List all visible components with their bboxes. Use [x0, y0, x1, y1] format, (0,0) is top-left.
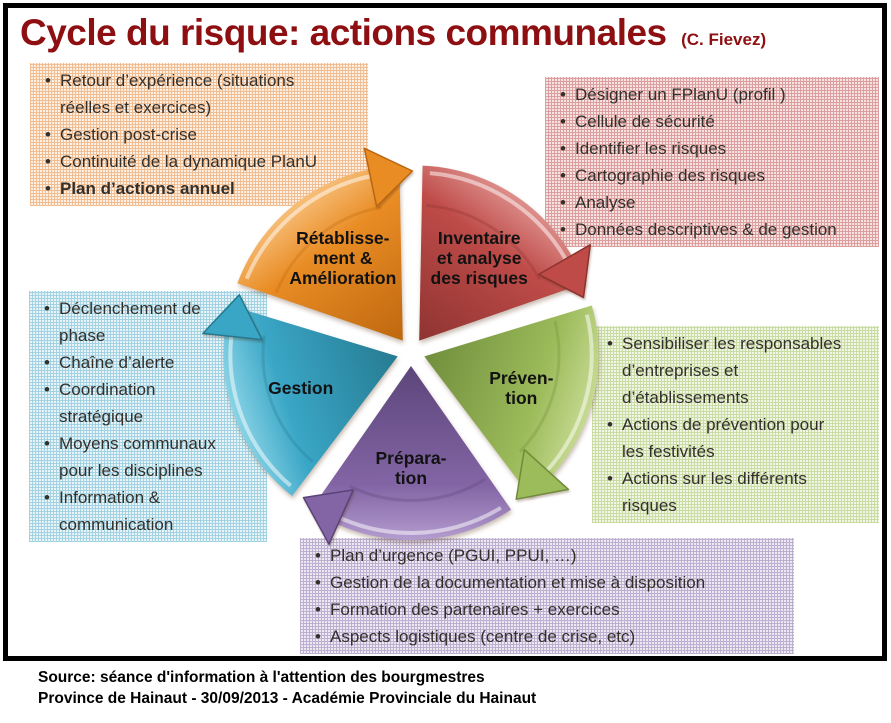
- source-line1: Source: séance d'information à l'attention des bourgmestres: [38, 669, 485, 686]
- bullet-glyph: •: [44, 299, 50, 318]
- bullet-glyph: •: [560, 85, 566, 104]
- bullet-glyph: •: [45, 71, 51, 90]
- bullet-glyph: •: [560, 166, 566, 185]
- bullet-glyph: •: [560, 139, 566, 158]
- bullet-text: Formation des partenaires + exercices: [330, 600, 620, 619]
- bullet-text: Continuité de la dynamique PlanU: [60, 152, 318, 171]
- bullet-text: Chaîne d’alerte: [59, 353, 175, 372]
- segment-label-preparation: Prépara-tion: [375, 448, 447, 488]
- bullet-glyph: •: [315, 627, 321, 646]
- bullet-text: Sensibiliser les responsables d’entreprises et d’établissements: [622, 334, 842, 407]
- bullet-text: Coordination stratégique: [59, 380, 156, 426]
- bullet-text: Analyse: [575, 193, 636, 212]
- bullet-text: Gestion de la documentation et mise à disposition: [330, 573, 706, 592]
- bullet-text: Gestion post-crise: [60, 125, 197, 144]
- source-line2: Province de Hainaut - 30/09/2013 - Académie Provinciale du Hainaut: [38, 690, 537, 707]
- source-caption: [38, 667, 536, 709]
- segment-label-gestion: Gestion: [268, 377, 334, 398]
- segment-label-prevention: Préven-tion: [489, 367, 554, 408]
- bullet-text: Actions de prévention pour les festivités: [622, 415, 825, 461]
- bullet-text: Moyens communaux pour les disciplines: [59, 434, 216, 480]
- bullet-glyph: •: [44, 353, 50, 372]
- bullet-text: Aspects logistiques (centre de crise, etc): [330, 627, 636, 646]
- bullet-glyph: •: [560, 193, 566, 212]
- bullet-text: Information & communication: [59, 488, 174, 534]
- bullet-text: Plan d’actions annuel: [60, 179, 235, 198]
- bullet-glyph: •: [315, 546, 321, 565]
- bullet-glyph: •: [44, 488, 50, 507]
- bullet-text: Données descriptives & de gestion: [575, 220, 837, 239]
- bullet-text: Identifier les risques: [575, 139, 727, 158]
- bullet-glyph: •: [560, 112, 566, 131]
- cycle-segment-inventaire: [419, 166, 584, 341]
- bullet-glyph: •: [44, 380, 50, 399]
- bullet-glyph: •: [560, 220, 566, 239]
- bullet-glyph: •: [607, 334, 613, 353]
- bullet-glyph: •: [607, 415, 613, 434]
- bullet-glyph: •: [45, 152, 51, 171]
- bullet-glyph: •: [607, 469, 613, 488]
- bullet-text: Cellule de sécurité: [575, 112, 715, 131]
- bullet-text: Déclenchement de phase: [59, 299, 201, 345]
- bullet-text: Actions sur les différents risques: [622, 469, 807, 515]
- bullet-glyph: •: [44, 434, 50, 453]
- bullet-glyph: •: [315, 573, 321, 592]
- bullet-glyph: •: [315, 600, 321, 619]
- bullet-text: Retour d’expérience (situations réelles et exercices): [60, 71, 295, 117]
- bullet-text: Plan d’urgence (PGUI, PPUI, …): [330, 546, 577, 565]
- page-title-text: Cycle du risque: actions communales: [20, 12, 667, 53]
- bullet-glyph: •: [45, 125, 51, 144]
- segment-label-inventaire: Inventaire et analyse des risques: [430, 228, 528, 289]
- page-title-credit: (C. Fievez): [681, 30, 767, 49]
- bullet-text: Cartographie des risques: [575, 166, 765, 185]
- bullet-glyph: •: [45, 179, 51, 198]
- segment-label-retablissement: Rétablisse-ment & Amélioration: [289, 228, 397, 289]
- bullet-text: Désigner un FPlanU (profil ): [575, 85, 786, 104]
